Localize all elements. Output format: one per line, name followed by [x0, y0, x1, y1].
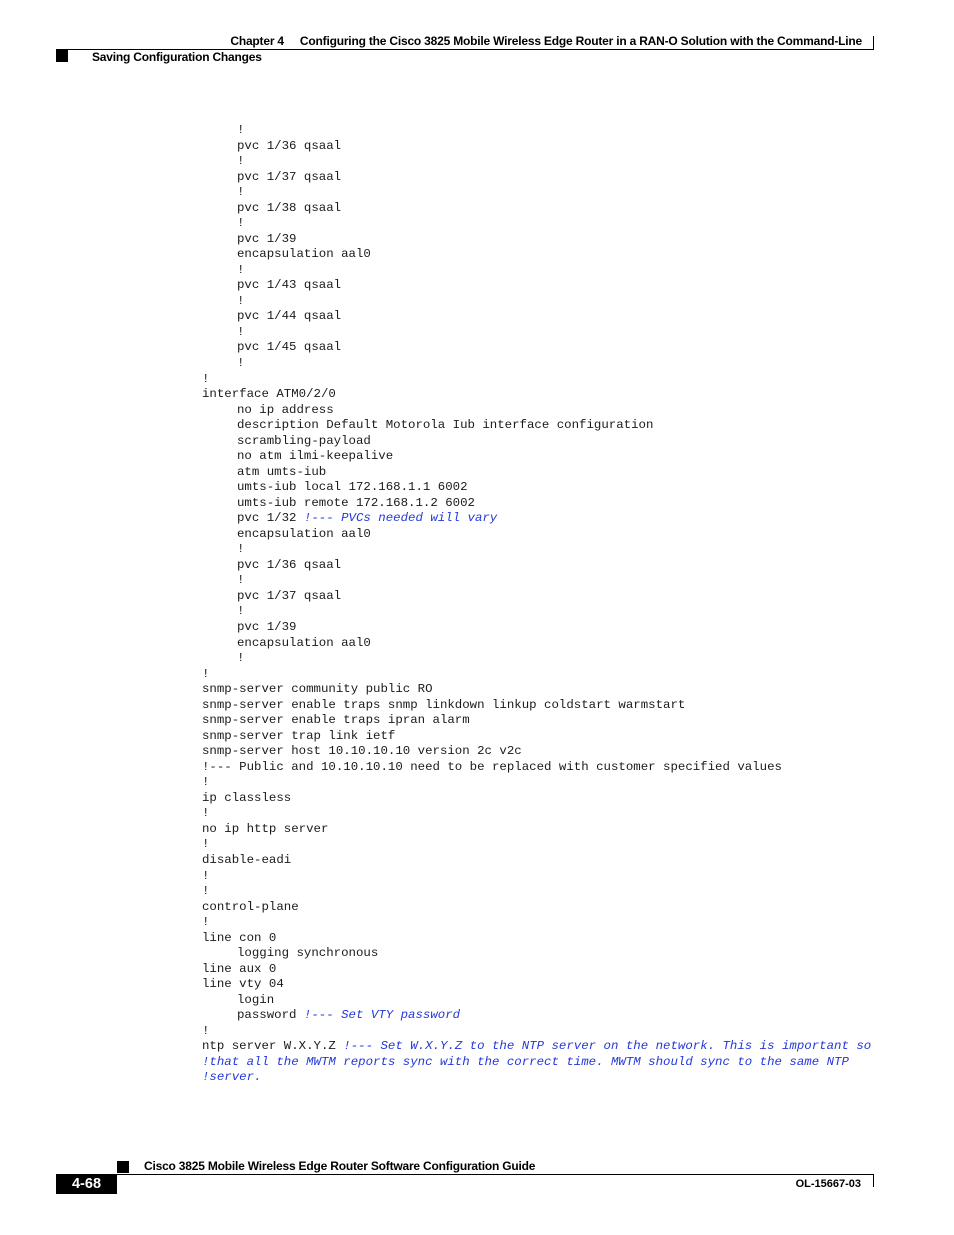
code-line: [202, 1024, 871, 1040]
code-text: snmp-server host 10.10.10.10 version 2c v2c: [202, 744, 522, 759]
code-text: pvc 1/36 qsaal: [237, 557, 342, 572]
code-text: snmp-server enable traps ipran alarm: [202, 713, 470, 728]
code-text: !: [237, 324, 245, 339]
code-line: [202, 465, 871, 481]
code-text: pvc 1/37 qsaal: [237, 588, 342, 603]
code-text: pvc 1/36 qsaal: [237, 138, 342, 153]
code-line: [202, 931, 871, 947]
config-code-listing: [202, 123, 871, 1086]
code-line: [202, 853, 871, 869]
code-text: !: [202, 837, 210, 852]
code-comment: !server.: [202, 1070, 262, 1085]
code-line: [202, 294, 871, 310]
code-line: [202, 729, 871, 745]
code-line: [202, 247, 871, 263]
code-line: [202, 869, 871, 885]
code-line: [202, 1055, 871, 1071]
code-text: !: [237, 573, 245, 588]
code-text: !: [237, 123, 245, 137]
code-line: [202, 527, 871, 543]
code-text: line vty 04: [202, 977, 284, 992]
code-line: [202, 636, 871, 652]
code-text: !: [237, 293, 245, 308]
code-text: login: [237, 992, 275, 1007]
code-text: umts-iub local 172.168.1.1 6002: [237, 480, 468, 495]
code-line: [202, 216, 871, 232]
code-text: !: [237, 216, 245, 231]
code-text: snmp-server trap link ietf: [202, 728, 396, 743]
code-line: [202, 387, 871, 403]
code-line: [202, 915, 871, 931]
code-text: !: [202, 806, 210, 821]
code-line: [202, 667, 871, 683]
code-comment: !--- Set VTY password: [303, 1008, 461, 1023]
code-line: [202, 822, 871, 838]
code-line: [202, 993, 871, 1009]
code-text: encapsulation aal0: [237, 635, 371, 650]
code-line: [202, 170, 871, 186]
code-line: [202, 1070, 871, 1086]
code-text: control-plane: [202, 899, 299, 914]
code-line: [202, 185, 871, 201]
code-line: [202, 480, 871, 496]
chapter-number: Chapter 4: [230, 34, 284, 48]
code-line: [202, 806, 871, 822]
code-line: [202, 372, 871, 388]
code-text: umts-iub remote 172.168.1.2 6002: [237, 495, 475, 510]
chapter-heading: [230, 34, 862, 48]
code-comment: !that all the MWTM reports sync with the correct time. MWTM should sync to the same NTP: [202, 1054, 849, 1069]
code-text: description Default Motorola Iub interface configuration: [237, 418, 654, 433]
code-line: [202, 434, 871, 450]
header-vertical-rule: [873, 36, 874, 50]
chapter-title: Configuring the Cisco 3825 Mobile Wireless Edge Router in a RAN-O Solution with the Command-Line: [299, 34, 862, 48]
code-text: !: [202, 371, 210, 386]
code-text: no ip http server: [202, 821, 329, 836]
code-line: [202, 449, 871, 465]
code-line: [202, 325, 871, 341]
code-line: [202, 1008, 871, 1024]
code-text: password: [237, 1008, 304, 1023]
code-text: disable-eadi: [202, 852, 292, 867]
code-line: [202, 946, 871, 962]
code-text: pvc 1/37 qsaal: [237, 169, 342, 184]
code-line: [202, 558, 871, 574]
code-line: [202, 496, 871, 512]
code-text: pvc 1/39: [237, 620, 297, 634]
code-line: [202, 1039, 871, 1055]
code-line: [202, 682, 871, 698]
code-line: [202, 713, 871, 729]
code-line: [202, 201, 871, 217]
code-line: [202, 418, 871, 434]
page-number: 4-68: [56, 1175, 117, 1194]
code-text: no ip address: [237, 402, 334, 417]
code-line: [202, 278, 871, 294]
code-text: !: [237, 154, 245, 169]
footer-vertical-rule: [873, 1175, 874, 1187]
code-comment: !--- PVCs needed will vary: [303, 511, 498, 526]
code-line: [202, 651, 871, 667]
code-line: [202, 573, 871, 589]
code-line: [202, 620, 871, 636]
document-number: OL-15667-03: [795, 1178, 861, 1190]
code-line: [202, 232, 871, 248]
code-text: !: [237, 542, 245, 557]
code-line: [202, 977, 871, 993]
code-text: !: [202, 666, 210, 681]
code-text: !: [202, 915, 210, 930]
code-text: line aux 0: [202, 961, 277, 976]
code-text: !: [237, 262, 245, 277]
code-text: !: [237, 355, 245, 370]
code-line: [202, 139, 871, 155]
code-line: [202, 123, 871, 139]
header-marker-block: [56, 50, 68, 62]
code-line: [202, 884, 871, 900]
code-text: !: [237, 604, 245, 619]
code-text: pvc 1/38 qsaal: [237, 200, 342, 215]
code-text: snmp-server community public RO: [202, 682, 433, 697]
code-text: snmp-server enable traps snmp linkdown linkup coldstart warmstart: [202, 697, 686, 712]
footer-rule: [56, 1174, 874, 1175]
code-text: pvc 1/44 qsaal: [237, 309, 342, 324]
code-text: ntp server W.X.Y.Z: [202, 1039, 344, 1054]
code-line: [202, 744, 871, 760]
code-text: !: [202, 868, 210, 883]
footer-marker-block: [117, 1161, 129, 1173]
code-line: [202, 356, 871, 372]
code-line: [202, 775, 871, 791]
code-text: pvc 1/43 qsaal: [237, 278, 342, 293]
code-line: [202, 837, 871, 853]
code-text: !: [202, 884, 210, 899]
guide-title: Cisco 3825 Mobile Wireless Edge Router Software Configuration Guide: [144, 1159, 536, 1173]
code-text: line con 0: [202, 930, 277, 945]
code-text: !--- Public and 10.10.10.10 need to be replaced with customer specified values: [202, 759, 782, 774]
code-text: encapsulation aal0: [237, 247, 371, 262]
code-text: pvc 1/39: [237, 231, 297, 246]
code-text: ip classless: [202, 790, 292, 805]
code-line: [202, 698, 871, 714]
code-line: [202, 340, 871, 356]
code-line: [202, 403, 871, 419]
code-text: !: [237, 651, 245, 666]
code-text: pvc 1/45 qsaal: [237, 340, 342, 355]
code-text: !: [202, 1023, 210, 1038]
code-text: interface ATM0/2/0: [202, 387, 336, 402]
code-line: [202, 589, 871, 605]
code-text: pvc 1/32: [237, 511, 304, 526]
code-line: [202, 760, 871, 776]
code-comment: !--- Set W.X.Y.Z to the NTP server on the network. This is important so: [343, 1039, 872, 1054]
code-text: atm umts-iub: [237, 464, 327, 479]
code-line: [202, 154, 871, 170]
code-text: encapsulation aal0: [237, 526, 371, 541]
code-text: !: [202, 775, 210, 790]
code-text: scrambling-payload: [237, 433, 371, 448]
code-line: [202, 791, 871, 807]
code-text: !: [237, 185, 245, 200]
code-text: logging synchronous: [237, 946, 379, 961]
code-line: [202, 962, 871, 978]
code-line: [202, 900, 871, 916]
code-text: no atm ilmi-keepalive: [237, 449, 394, 464]
code-line: [202, 511, 871, 527]
section-title: Saving Configuration Changes: [92, 50, 262, 64]
code-line: [202, 309, 871, 325]
code-line: [202, 263, 871, 279]
code-line: [202, 604, 871, 620]
code-line: [202, 542, 871, 558]
